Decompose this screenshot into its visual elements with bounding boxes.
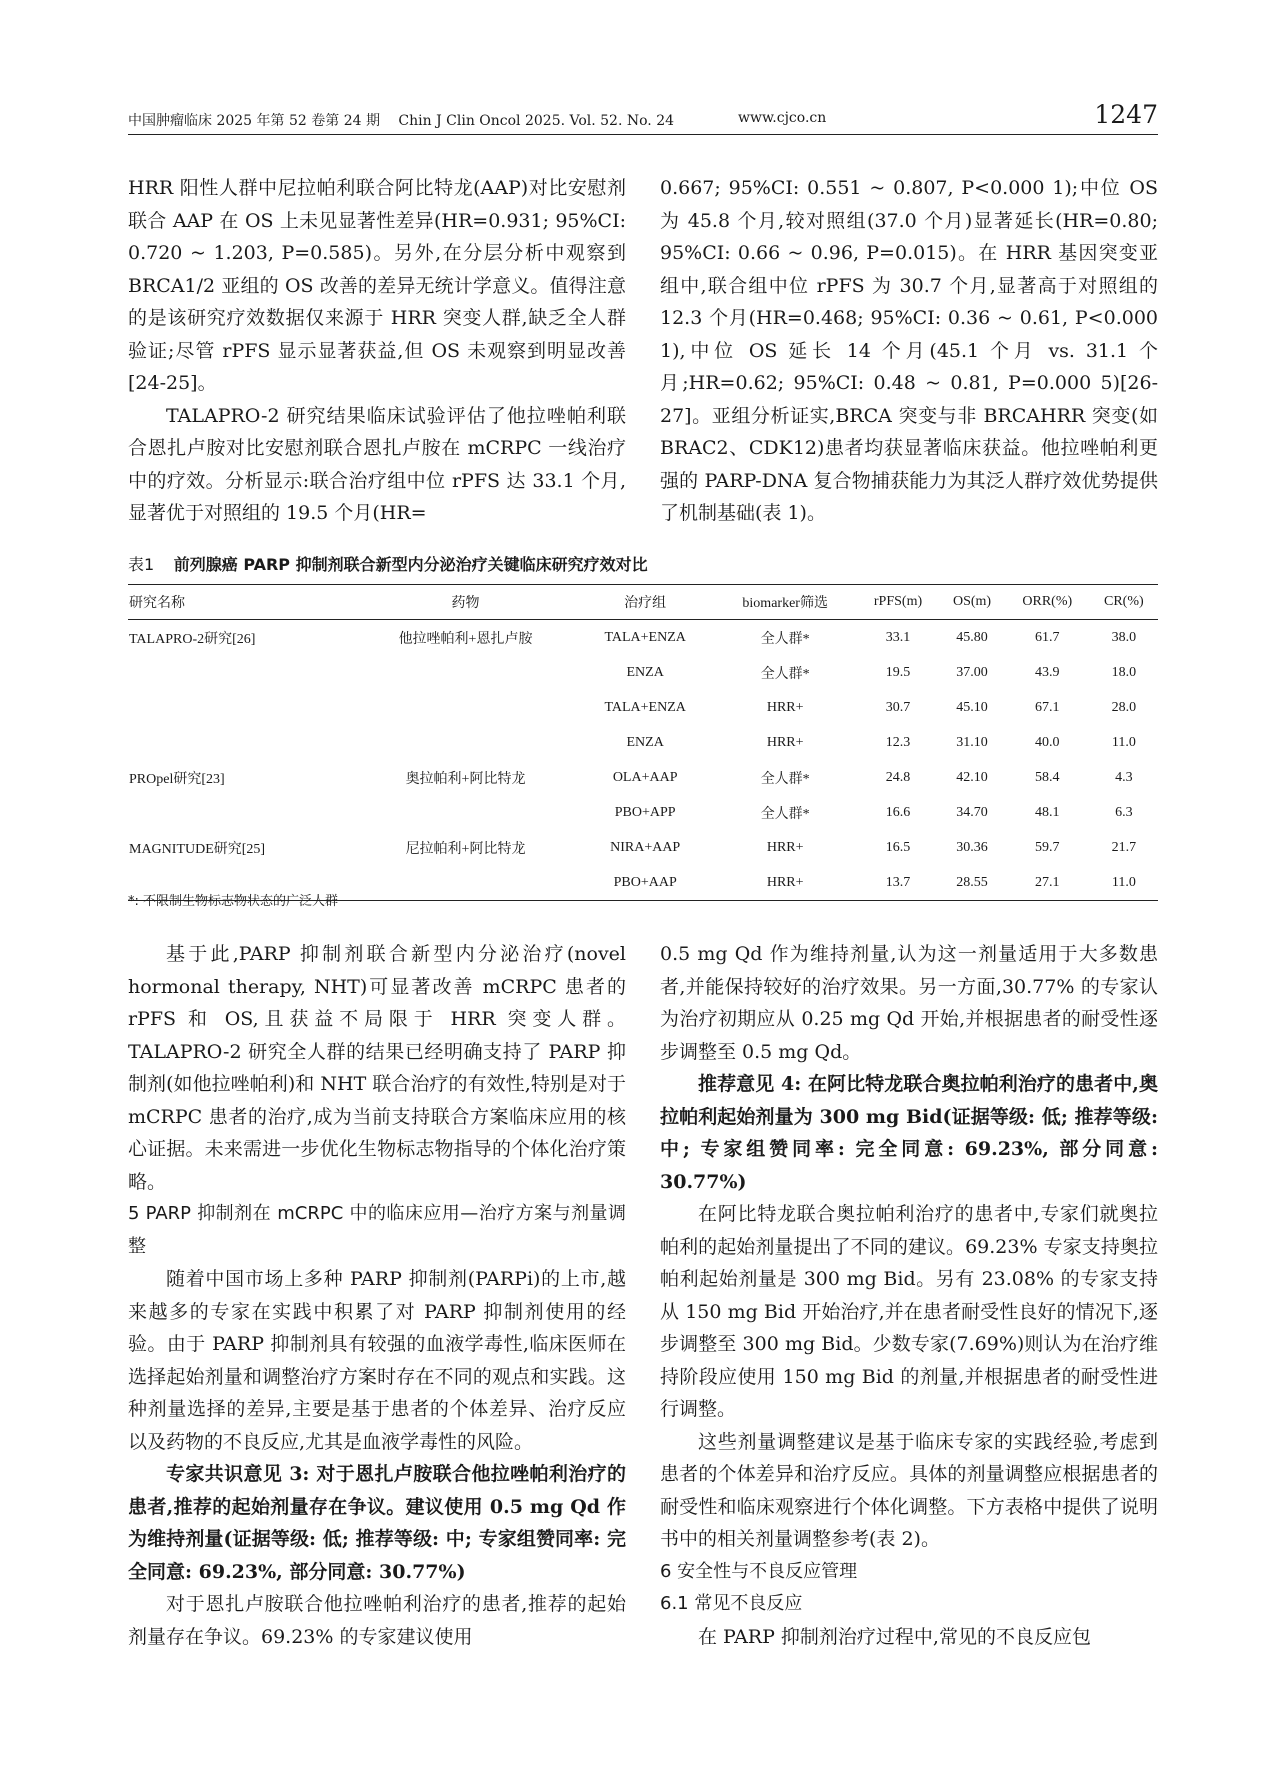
table-cell <box>354 655 577 690</box>
table-row <box>128 655 1158 690</box>
lower-right-column <box>660 938 1158 1653</box>
table-cell: TALAPRO-2研究[26] <box>129 631 256 647</box>
table-cell: 48.1 <box>1035 804 1060 820</box>
column-header: ORR(%) <box>1022 594 1073 609</box>
table-cell: 45.80 <box>956 629 988 645</box>
column-header: OS(m) <box>952 594 992 609</box>
table-row <box>128 795 1158 830</box>
table-cell: PBO+AAP <box>613 874 677 890</box>
journal-name-cn: 中国肿瘤临床 2025 年第 52 卷第 24 期 <box>128 113 380 129</box>
table-cell: OLA+AAP <box>612 769 678 785</box>
column-header: rPFS(m) <box>873 594 923 609</box>
table-cell: 12.3 <box>885 734 911 750</box>
table-cell: HRR+ <box>766 734 804 750</box>
paragraph: 基于此,PARP 抑制剂联合新型内分泌治疗(novel hormonal therapy, NHT)可显著改善 mCRPC 患者的 rPFS 和 OS,且获益不局限于 HRR 突变人群。TALAPRO-2 研究全人群的结果已经明确支持了 PARP 抑制剂(如他拉唑帕利)和 NHT 联合治疗的有效性,特别是对于 mCRPC 患者的治疗,成为当前支持联合方案临床应用的核心证据。未来需进一步优化生物标志物指导的个体化治疗策略。 <box>128 943 626 1193</box>
upper-left-column <box>128 172 626 530</box>
table-cell: 67.1 <box>1035 699 1060 715</box>
table-cell: 59.7 <box>1035 839 1060 855</box>
table-cell: NIRA+AAP <box>610 839 681 855</box>
table-cell <box>128 725 354 760</box>
table-cell: 全人群* <box>760 771 810 787</box>
table-cell: 43.9 <box>1035 664 1060 680</box>
paragraph: 在 PARP 抑制剂治疗过程中,常见的不良反应包 <box>698 1625 1091 1648</box>
table-cell <box>354 690 577 725</box>
table-cell: 34.70 <box>956 804 988 820</box>
table-header-row <box>128 585 1158 620</box>
table-cell: 58.4 <box>1035 769 1060 785</box>
table-cell: TALA+ENZA <box>604 699 686 715</box>
table-cell: 37.00 <box>956 664 988 680</box>
table-cell <box>128 655 354 690</box>
table-cell: 全人群* <box>760 806 810 822</box>
table-cell: 40.0 <box>1035 734 1060 750</box>
table-cell: 30.7 <box>885 699 911 715</box>
table-cell: 19.5 <box>885 664 911 680</box>
table-cell: HRR+ <box>766 874 804 890</box>
table-row <box>128 830 1158 865</box>
table-cell: 他拉唑帕利+恩扎卢胺 <box>398 631 533 647</box>
table-cell: 11.0 <box>1111 734 1136 750</box>
table-cell: 16.5 <box>885 839 911 855</box>
table-body <box>128 620 1158 901</box>
table-cell: TALA+ENZA <box>604 629 686 645</box>
paragraph: HRR 阳性人群中尼拉帕利联合阿比特龙(AAP)对比安慰剂联合 AAP 在 OS 上未见显著性差异(HR=0.931; 95%CI: 0.720 ~ 1.203, P=0.585)。另外,在分层分析中观察到 BRCA1/2 亚组的 OS 改善的差异无统计学意义。值得注意的是该研究疗效数据仅来源于 HRR 突变人群,缺乏全人群验证;尽管 rPFS 显示显著获益,但 OS 未观察到明显改善[24-25]。 <box>128 177 626 394</box>
column-header: 研究名称 <box>129 596 185 611</box>
table-row <box>128 620 1158 656</box>
table-row <box>128 725 1158 760</box>
table-cell: 28.0 <box>1111 699 1137 715</box>
table-cell: 42.10 <box>956 769 988 785</box>
table-caption <box>128 552 648 575</box>
table-cell <box>354 725 577 760</box>
table-cell: 28.55 <box>956 874 988 890</box>
column-header: 治疗组 <box>624 596 667 611</box>
column-header: biomarker筛选 <box>742 596 828 611</box>
section-heading: 5 PARP 抑制剂在 mCRPC 中的临床应用—治疗方案与剂量调整 <box>128 1203 626 1257</box>
table-cell: 30.36 <box>956 839 988 855</box>
paragraph: 在阿比特龙联合奥拉帕利治疗的患者中,专家们就奥拉帕利的起始剂量提出了不同的建议。69.23% 专家支持奥拉帕利起始剂量是 300 mg Bid。另有 23.08% 的专家支持从 150 mg Bid 开始治疗,并在患者耐受性良好的情况下,逐步调整至 300 mg Bid。少数专家(7.69%)则认为在治疗维持阶段应使用 150 mg Bid 的剂量,并根据患者的耐受性进行调整。 <box>660 1203 1158 1420</box>
table-cell: 16.6 <box>885 804 911 820</box>
table-cell: 61.7 <box>1035 629 1060 645</box>
table-cell: 尼拉帕利+阿比特龙 <box>405 841 526 857</box>
page <box>128 0 1158 1790</box>
table-cell: PBO+APP <box>614 804 676 820</box>
table-cell: PROpel研究[23] <box>129 771 225 787</box>
lower-left-column <box>128 938 626 1653</box>
paragraph: 对于恩扎卢胺联合他拉唑帕利治疗的患者,推荐的起始剂量存在争议。69.23% 的专家建议使用 <box>128 1593 626 1648</box>
table-row <box>128 690 1158 725</box>
table-cell: 6.3 <box>1115 804 1133 820</box>
table-cell: ENZA <box>626 664 664 680</box>
table-cell: HRR+ <box>766 699 804 715</box>
table-cell <box>354 795 577 830</box>
table-cell: 27.1 <box>1035 874 1060 890</box>
table-cell <box>354 865 577 901</box>
table-title: 前列腺癌 PARP 抑制剂联合新型内分泌治疗关键临床研究疗效对比 <box>173 555 648 574</box>
table-cell: 11.0 <box>1111 874 1136 890</box>
table-cell: 38.0 <box>1111 629 1137 645</box>
table-cell: 4.3 <box>1115 769 1133 785</box>
section-heading: 6 安全性与不良反应管理 <box>660 1560 858 1582</box>
paragraph: 随着中国市场上多种 PARP 抑制剂(PARPi)的上市,越来越多的专家在实践中积累了对 PARP 抑制剂使用的经验。由于 PARP 抑制剂具有较强的血液学毒性,临床医师在选择起始剂量和调整治疗方案时存在不同的观点和实践。这种剂量选择的差异,主要是基于患者的个体差异、治疗反应以及药物的不良反应,尤其是血液学毒性的风险。 <box>128 1268 626 1453</box>
results-table <box>128 584 1158 901</box>
paragraph: 这些剂量调整建议是基于临床专家的实践经验,考虑到患者的个体差异和治疗反应。具体的剂量调整应根据患者的耐受性和临床观察进行个体化调整。下方表格中提供了说明书中的相关剂量调整参考(表 2)。 <box>660 1430 1158 1550</box>
table-cell: 18.0 <box>1111 664 1137 680</box>
table-cell: HRR+ <box>766 839 804 855</box>
table-cell: 45.10 <box>956 699 988 715</box>
table-cell: 31.10 <box>956 734 988 750</box>
table-cell: 全人群* <box>760 666 810 682</box>
paragraph: 0.5 mg Qd 作为维持剂量,认为这一剂量适用于大多数患者,并能保持较好的治疗效果。另一方面,30.77% 的专家认为治疗初期应从 0.25 mg Qd 开始,并根据患者的耐受性逐步调整至 0.5 mg Qd。 <box>660 943 1158 1063</box>
upper-right-column <box>660 172 1158 530</box>
page-number: 1247 <box>1094 100 1158 129</box>
table-cell: 33.1 <box>885 629 911 645</box>
table-cell: 21.7 <box>1111 839 1137 855</box>
paragraph: TALAPRO-2 研究结果临床试验评估了他拉唑帕利联合恩扎卢胺对比安慰剂联合恩扎卢胺在 mCRPC 一线治疗中的疗效。分析显示:联合治疗组中位 rPFS 达 33.1 个月,显著优于对照组的 19.5 个月(HR= <box>128 404 626 524</box>
journal-info <box>128 110 688 130</box>
column-header: CR(%) <box>1104 594 1144 609</box>
journal-url[interactable]: www.cjco.cn <box>738 110 827 126</box>
table-cell: ENZA <box>626 734 664 750</box>
running-header <box>128 100 1158 135</box>
table-cell <box>128 690 354 725</box>
table-row <box>128 760 1158 795</box>
recommendation: 专家共识意见 3: 对于恩扎卢胺联合他拉唑帕利治疗的患者,推荐的起始剂量存在争议。建议使用 0.5 mg Qd 作为维持剂量(证据等级: 低; 推荐等级: 中; 专家组赞同率: 完全同意: 69.23%, 部分同意: 30.77%) <box>128 1463 626 1583</box>
paragraph: 0.667; 95%CI: 0.551 ~ 0.807, P<0.000 1);中位 OS 为 45.8 个月,较对照组(37.0 个月)显著延长(HR=0.80; 95%CI: 0.66 ~ 0.96, P=0.015)。在 HRR 基因突变亚组中,联合组中位 rPFS 为 30.7 个月,显著高于对照组的 12.3 个月(HR=0.468; 95%CI: 0.36 ~ 0.61, P<0.000 1),中位 OS 延长 14 个月(45.1 个月 vs. 31.1 个月;HR=0.62; 95%CI: 0.48 ~ 0.81, P=0.000 5)[26-27]。亚组分析证实,BRCA 突变与非 BRCAHRR 突变(如 BRAC2、CDK12)患者均获显著临床获益。他拉唑帕利更强的 PARP-DNA 复合物捕获能力为其泛人群疗效优势提供了机制基础(表 1)。 <box>660 177 1158 524</box>
table-cell: 全人群* <box>760 631 810 647</box>
table-number: 表1 <box>128 555 155 574</box>
table-cell: 13.7 <box>885 874 911 890</box>
subsection-heading: 6.1 常见不良反应 <box>660 1593 803 1614</box>
table-cell: MAGNITUDE研究[25] <box>129 841 266 857</box>
column-header: 药物 <box>451 596 480 611</box>
recommendation: 推荐意见 4: 在阿比特龙联合奥拉帕利治疗的患者中,奥拉帕利起始剂量为 300 mg Bid(证据等级: 低; 推荐等级: 中; 专家组赞同率: 完全同意: 69.23%, 部分同意: 30.77%) <box>660 1073 1158 1193</box>
table-cell: 24.8 <box>885 769 911 785</box>
table-footnote: *: 不限制生物标志物状态的广泛人群 <box>128 894 339 909</box>
table-cell: 奥拉帕利+阿比特龙 <box>405 771 526 787</box>
journal-name-en: Chin J Clin Oncol 2025. Vol. 52. No. 24 <box>398 113 675 129</box>
table-cell <box>128 795 354 830</box>
